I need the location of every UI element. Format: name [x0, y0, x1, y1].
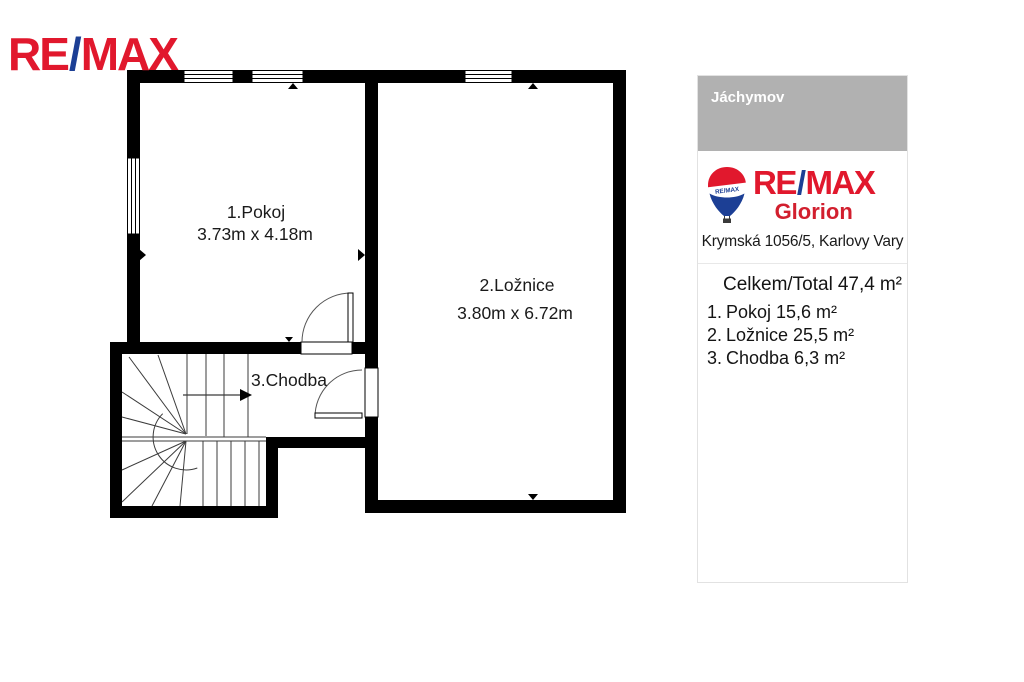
remax-balloon-icon: [705, 166, 749, 224]
room3-label: 3.Chodba: [251, 370, 327, 390]
area-row-number: 2.: [707, 325, 723, 345]
wall-marker-icon: [288, 83, 298, 89]
area-row: [707, 324, 901, 347]
area-summary: [698, 264, 907, 370]
area-row-label: Ložnice 25,5 m²: [726, 325, 855, 345]
room2-label: 2.Ložnice: [479, 275, 555, 295]
office-brand-slash-icon: /: [796, 164, 805, 201]
door-room1: [302, 293, 353, 342]
wall: [110, 342, 122, 518]
area-row-label: Chodba 6,3 m²: [726, 348, 846, 368]
total-area-row: [707, 274, 901, 296]
office-text: [753, 166, 874, 224]
balloon-brand-text: RE/MAX: [714, 185, 740, 196]
office-name: Glorion: [774, 199, 853, 224]
office-brand: [753, 166, 874, 199]
door-leaf: [315, 413, 362, 418]
office-brand-re: RE: [753, 164, 796, 201]
wall-marker-icon: [528, 83, 538, 89]
door-opening-room2: [365, 368, 378, 417]
area-row: [707, 301, 901, 324]
info-panel: [697, 75, 908, 583]
door-opening-room1: [301, 342, 352, 354]
room1-label: 1.Pokoj: [226, 202, 286, 222]
window-top-left: [184, 71, 233, 83]
room1-dimensions: 3.73m x 4.18m: [197, 224, 313, 244]
wall: [266, 437, 378, 448]
wall-marker-icon: [139, 249, 146, 261]
total-unit: m²: [879, 274, 902, 295]
stair-direction-arrow: [183, 389, 252, 401]
wall-marker-icon: [528, 494, 538, 500]
wall: [365, 70, 378, 354]
window-top-right: [465, 71, 512, 83]
room2-dimensions: 3.80m x 6.72m: [457, 303, 573, 323]
remax-wordmark: [8, 30, 177, 78]
wall: [110, 506, 278, 518]
location-header: [698, 76, 907, 151]
office-logo: [698, 151, 907, 224]
wall-marker-icon: [358, 249, 365, 261]
area-row-label: Pokoj 15,6 m²: [726, 302, 838, 322]
remax-slash-icon: /: [68, 28, 80, 80]
windows: [128, 71, 513, 235]
wall: [365, 500, 626, 513]
wall-marker-icon: [285, 337, 293, 342]
total-label: Celkem/Total: [723, 274, 833, 295]
office-address: Krymská 1056/5, Karlovy Vary: [698, 233, 907, 264]
area-row-number: 3.: [707, 348, 723, 368]
wall: [613, 70, 626, 513]
area-row-number: 1.: [707, 302, 723, 322]
area-row: [707, 347, 901, 370]
remax-wordmark-max: MAX: [80, 28, 177, 80]
window-left: [128, 158, 140, 234]
door-leaf: [348, 293, 353, 342]
window-top-middle: [252, 71, 303, 83]
staircase: [122, 354, 266, 506]
office-brand-max: MAX: [805, 164, 875, 201]
wall: [266, 437, 278, 518]
door-swing-arc: [302, 293, 351, 342]
remax-wordmark-re: RE: [8, 28, 68, 80]
location-title: Jáchymov: [711, 89, 785, 106]
total-value: 47,4: [837, 274, 875, 295]
